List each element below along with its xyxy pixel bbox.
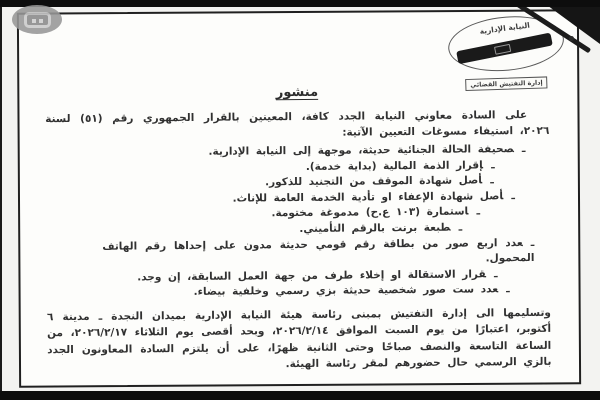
list-item-text: أصل شهادة الموقف من التجنيد للذكور.: [265, 174, 483, 189]
list-item-text: إقرار الذمة المالية (بداية خدمة).: [305, 158, 484, 173]
document-content: [19, 83, 579, 375]
list-item: [46, 236, 534, 271]
camera-icon: [12, 5, 62, 34]
dash-bullet: ـ: [530, 236, 535, 249]
list-item-text: قرار الاستقالة او إخلاء طرف من جهة العمل السابقة، إن وجد.: [137, 268, 487, 284]
list-item-text: صحيفة الحالة الجنائية حديثة، موجهة إلى النيابة الإدارية.: [208, 143, 514, 158]
camera-icon-dot: [32, 19, 36, 23]
photo-left-edge: [0, 7, 2, 391]
document-title: منشور: [275, 84, 319, 101]
dash-bullet: ـ: [476, 205, 481, 218]
camera-icon-dot: [39, 19, 43, 23]
dash-bullet: ـ: [521, 143, 526, 156]
requirements-list: [45, 142, 550, 302]
list-item-text: أصل شهادة الإعفاء او تأدية الخدمة العامة للإناث.: [232, 189, 504, 205]
letterbox-bottom-bar: [0, 391, 600, 400]
camera-icon-body: [24, 12, 51, 28]
seal-department-box: إدارة التفتيش القضائي: [465, 76, 548, 91]
list-item: [47, 283, 510, 303]
seal-emblem-band: [456, 33, 553, 65]
list-item-text: طبعة برنت بالرقم التأميني.: [299, 221, 451, 235]
letterbox-top-bar: [0, 0, 600, 7]
pushpin-dot: [569, 36, 574, 41]
dash-bullet: ـ: [458, 221, 463, 234]
dash-bullet: ـ: [506, 283, 510, 296]
list-item-text: عدد ست صور شخصية حديثة بزي رسمي وخلفية بيضاء.: [193, 283, 499, 299]
dash-bullet: ـ: [511, 189, 515, 202]
seal-organization-text: النيابة الإدارية: [479, 20, 531, 36]
list-item-text: عدد اربع صور من بطاقة رقم قومي حديثة مدون على إحداها رقم الهاتف المحمول.: [102, 236, 535, 265]
intro-paragraph: على السادة معاوني النيابة الجدد كافة، المعينين بالقرار الجمهوري رقم (٥١) لسنة ٢٠٢٦، استيفاء مسوغات التعيين الآتية:: [45, 109, 550, 139]
dash-bullet: ـ: [490, 174, 494, 187]
document-page: [17, 9, 581, 387]
closing-paragraph: وتسليمها الى إدارة التفتيش بمبنى رئاسة هيئة النيابة الإدارية بميدان النجدة ـ مدينة ٦ أكتوبر، اعتبارًا من يوم السبت الموافق ٢٠٢٦/٢/١٤، وبحد أقصى يوم الثلاثاء ٢٠٢٦/٢/١٧، من الساعة التاسعة والنصف صباحًا وحتى الثانية ظهرًا، على أن يلتزم السادة المعاونون الجدد بالزي الرسمي حال حضورهم لمقر رئاسة الهيئة.: [46, 306, 552, 371]
dash-bullet: ـ: [493, 268, 498, 281]
list-item-text: استمارة (١٠٣ ع.ح) مدموغة مختومة.: [271, 205, 469, 220]
dash-bullet: ـ: [490, 158, 495, 171]
